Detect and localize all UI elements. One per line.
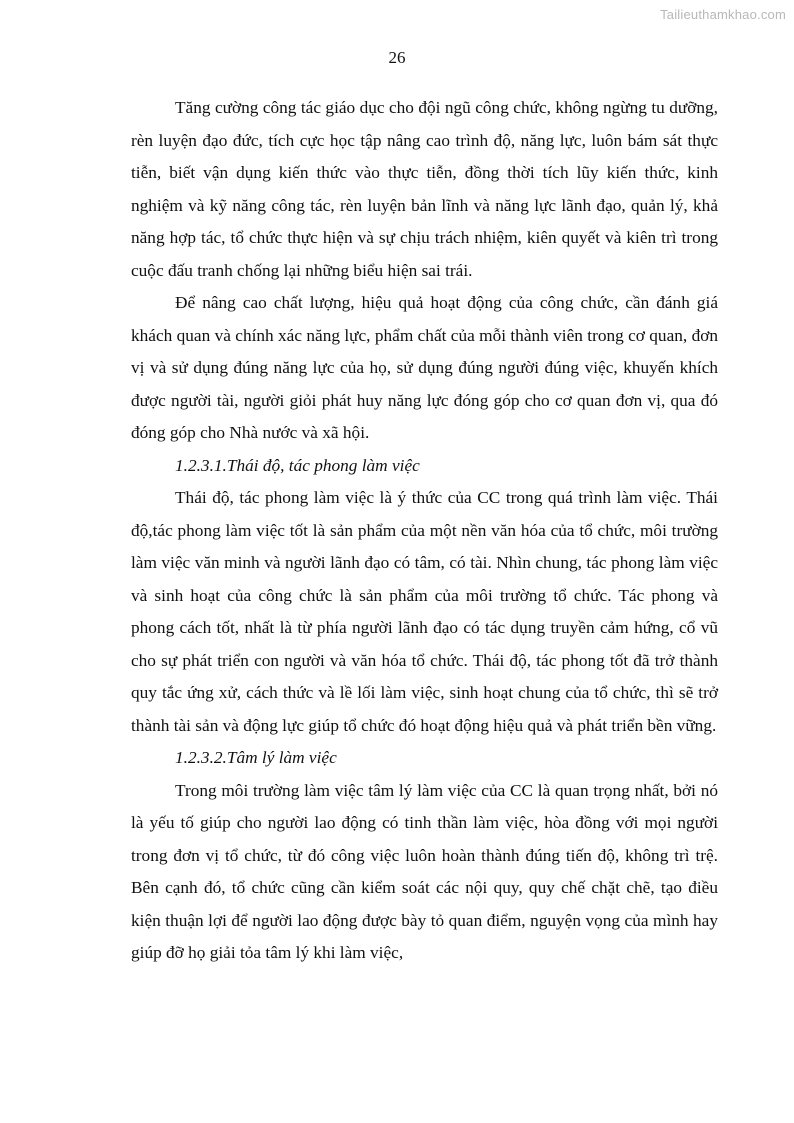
paragraph-3: Thái độ, tác phong làm việc là ý thức của CC trong quá trình làm việc. Thái độ,tác phong làm việc tốt là sản phẩm của một nền văn hóa của tổ chức, môi trường làm việc văn minh và người lãnh đạo có tâm, có tài. Nhìn chung, tác phong làm việc và sinh hoạt của công chức là sản phẩm của môi trường tổ chức. Tác phong và phong cách tốt, nhất là từ phía người lãnh đạo có tác dụng truyền cảm hứng, cổ vũ cho sự phát triển con người và văn hóa tổ chức. Thái độ, tác phong tốt đã trở thành quy tắc ứng xử, cách thức và lề lối làm việc, sinh hoạt chung của tổ chức, thì sẽ trở thành tài sản và động lực giúp tổ chức đó hoạt động hiệu quả và phát triển bền vững. <box>131 488 718 735</box>
paragraph-2: Để nâng cao chất lượng, hiệu quả hoạt động của công chức, cần đánh giá khách quan và chính xác năng lực, phẩm chất của mỗi thành viên trong cơ quan, đơn vị và sử dụng đúng năng lực của họ, sử dụng đúng người đúng việc, khuyến khích được người tài, người giỏi phát huy năng lực đóng góp cho cơ quan đơn vị, qua đó đóng góp cho Nhà nước và xã hội. <box>131 293 718 442</box>
paragraph-1: Tăng cường công tác giáo dục cho đội ngũ công chức, không ngừng tu dưỡng, rèn luyện đạo đức, tích cực học tập nâng cao trình độ, năng lực, luôn bám sát thực tiễn, biết vận dụng kiến thức vào thực tiễn, đồng thời tích lũy kiến thức, kinh nghiệm và kỹ năng công tác, rèn luyện bản lĩnh và năng lực lãnh đạo, quản lý, khả năng hợp tác, tổ chức thực hiện và sự chịu trách nhiệm, kiên quyết và kiên trì trong cuộc đấu tranh chống lại những biểu hiện sai trái. <box>131 98 718 280</box>
paragraph-4: Trong môi trường làm việc tâm lý làm việc của CC là quan trọng nhất, bởi nó là yếu tố giúp cho người lao động có tinh thần làm việc, hòa đồng với mọi người trong đơn vị tổ chức, từ đó công việc luôn hoàn thành đúng tiến độ, không trì trệ. Bên cạnh đó, tổ chức cũng cần kiểm soát các nội quy, quy chế chặt chẽ, tạo điều kiện thuận lợi để người lao động được bày tỏ quan điểm, nguyện vọng của mình hay giúp đỡ họ giải tỏa tâm lý khi làm việc, <box>131 780 718 962</box>
section-heading-1-2-3-2: 1.2.3.2.Tâm lý làm việc <box>175 748 337 767</box>
section-heading-1-2-3-1: 1.2.3.1.Thái độ, tác phong làm việc <box>175 455 420 475</box>
document-body <box>131 92 718 970</box>
page-number: 26 <box>388 48 406 67</box>
watermark-text: Tailieuthamkhao.com <box>660 7 786 22</box>
